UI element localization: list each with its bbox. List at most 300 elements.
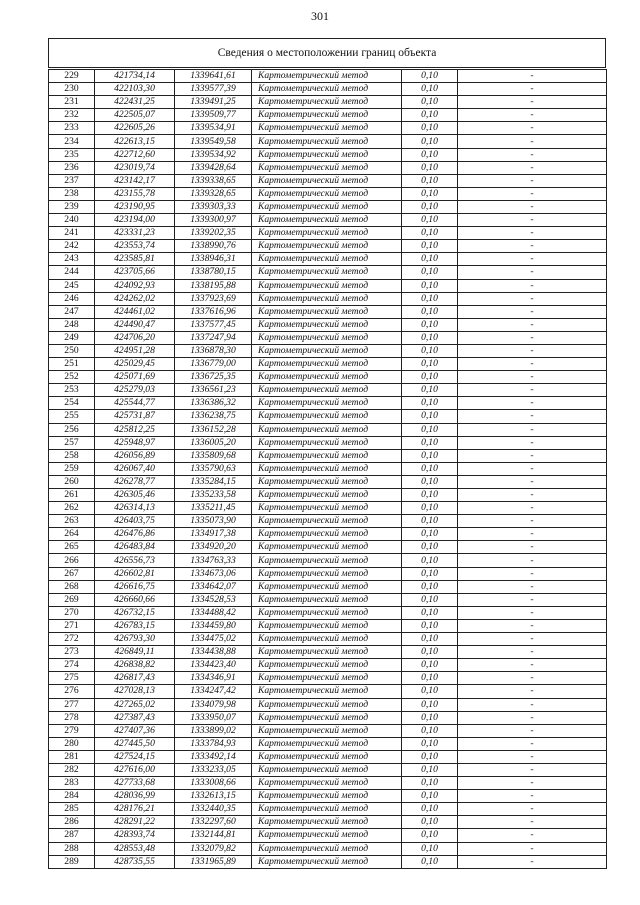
note-cell: - bbox=[458, 109, 607, 122]
x-coordinate-cell: 424461,02 bbox=[95, 305, 175, 318]
method-cell: Картометрический метод bbox=[252, 410, 402, 423]
x-coordinate-cell: 426476,86 bbox=[95, 528, 175, 541]
note-cell: - bbox=[458, 790, 607, 803]
x-coordinate-cell: 426660,66 bbox=[95, 593, 175, 606]
point-number-cell: 262 bbox=[49, 502, 95, 515]
accuracy-cell: 0,10 bbox=[402, 96, 458, 109]
method-cell: Картометрический метод bbox=[252, 763, 402, 776]
accuracy-cell: 0,10 bbox=[402, 423, 458, 436]
table-row bbox=[49, 711, 607, 724]
point-number-cell: 240 bbox=[49, 214, 95, 227]
note-cell: - bbox=[458, 161, 607, 174]
note-cell: - bbox=[458, 777, 607, 790]
x-coordinate-cell: 426732,15 bbox=[95, 606, 175, 619]
accuracy-cell: 0,10 bbox=[402, 358, 458, 371]
accuracy-cell: 0,10 bbox=[402, 554, 458, 567]
table-row bbox=[49, 541, 607, 554]
y-coordinate-cell: 1339300,97 bbox=[175, 214, 252, 227]
x-coordinate-cell: 422505,07 bbox=[95, 109, 175, 122]
y-coordinate-cell: 1337577,45 bbox=[175, 318, 252, 331]
point-number-cell: 239 bbox=[49, 200, 95, 213]
x-coordinate-cell: 425731,87 bbox=[95, 410, 175, 423]
table-row bbox=[49, 70, 607, 83]
table-row bbox=[49, 83, 607, 96]
accuracy-cell: 0,10 bbox=[402, 214, 458, 227]
point-number-cell: 242 bbox=[49, 240, 95, 253]
boundary-table-sheet bbox=[48, 38, 606, 869]
note-cell: - bbox=[458, 253, 607, 266]
point-number-cell: 282 bbox=[49, 763, 95, 776]
method-cell: Картометрический метод bbox=[252, 449, 402, 462]
table-row bbox=[49, 489, 607, 502]
note-cell: - bbox=[458, 698, 607, 711]
note-cell: - bbox=[458, 750, 607, 763]
table-row bbox=[49, 371, 607, 384]
method-cell: Картометрический метод bbox=[252, 528, 402, 541]
x-coordinate-cell: 427616,00 bbox=[95, 763, 175, 776]
x-coordinate-cell: 426793,30 bbox=[95, 633, 175, 646]
y-coordinate-cell: 1332613,15 bbox=[175, 790, 252, 803]
table-row bbox=[49, 593, 607, 606]
y-coordinate-cell: 1339577,39 bbox=[175, 83, 252, 96]
table-row bbox=[49, 685, 607, 698]
method-cell: Картометрический метод bbox=[252, 423, 402, 436]
table-row bbox=[49, 646, 607, 659]
method-cell: Картометрический метод bbox=[252, 593, 402, 606]
accuracy-cell: 0,10 bbox=[402, 305, 458, 318]
table-row bbox=[49, 619, 607, 632]
y-coordinate-cell: 1336878,30 bbox=[175, 344, 252, 357]
table-row bbox=[49, 174, 607, 187]
table-row bbox=[49, 763, 607, 776]
accuracy-cell: 0,10 bbox=[402, 109, 458, 122]
point-number-cell: 233 bbox=[49, 122, 95, 135]
accuracy-cell: 0,10 bbox=[402, 593, 458, 606]
method-cell: Картометрический метод bbox=[252, 790, 402, 803]
table-row bbox=[49, 528, 607, 541]
x-coordinate-cell: 423331,23 bbox=[95, 227, 175, 240]
accuracy-cell: 0,10 bbox=[402, 606, 458, 619]
y-coordinate-cell: 1336152,28 bbox=[175, 423, 252, 436]
table-row bbox=[49, 475, 607, 488]
x-coordinate-cell: 427265,02 bbox=[95, 698, 175, 711]
accuracy-cell: 0,10 bbox=[402, 580, 458, 593]
x-coordinate-cell: 425071,69 bbox=[95, 371, 175, 384]
accuracy-cell: 0,10 bbox=[402, 855, 458, 868]
accuracy-cell: 0,10 bbox=[402, 829, 458, 842]
y-coordinate-cell: 1332144,81 bbox=[175, 829, 252, 842]
x-coordinate-cell: 427733,68 bbox=[95, 777, 175, 790]
method-cell: Картометрический метод bbox=[252, 200, 402, 213]
note-cell: - bbox=[458, 489, 607, 502]
method-cell: Картометрический метод bbox=[252, 436, 402, 449]
point-number-cell: 250 bbox=[49, 344, 95, 357]
y-coordinate-cell: 1336725,35 bbox=[175, 371, 252, 384]
method-cell: Картометрический метод bbox=[252, 397, 402, 410]
method-cell: Картометрический метод bbox=[252, 777, 402, 790]
y-coordinate-cell: 1335809,68 bbox=[175, 449, 252, 462]
table-row bbox=[49, 384, 607, 397]
point-number-cell: 288 bbox=[49, 842, 95, 855]
accuracy-cell: 0,10 bbox=[402, 750, 458, 763]
x-coordinate-cell: 421734,14 bbox=[95, 70, 175, 83]
point-number-cell: 274 bbox=[49, 659, 95, 672]
accuracy-cell: 0,10 bbox=[402, 489, 458, 502]
y-coordinate-cell: 1334438,88 bbox=[175, 646, 252, 659]
note-cell: - bbox=[458, 724, 607, 737]
accuracy-cell: 0,10 bbox=[402, 449, 458, 462]
point-number-cell: 273 bbox=[49, 646, 95, 659]
point-number-cell: 232 bbox=[49, 109, 95, 122]
table-row bbox=[49, 750, 607, 763]
y-coordinate-cell: 1334346,91 bbox=[175, 672, 252, 685]
table-row bbox=[49, 161, 607, 174]
y-coordinate-cell: 1334642,07 bbox=[175, 580, 252, 593]
y-coordinate-cell: 1334459,80 bbox=[175, 619, 252, 632]
note-cell: - bbox=[458, 659, 607, 672]
y-coordinate-cell: 1338990,76 bbox=[175, 240, 252, 253]
accuracy-cell: 0,10 bbox=[402, 816, 458, 829]
table-row bbox=[49, 214, 607, 227]
method-cell: Картометрический метод bbox=[252, 135, 402, 148]
point-number-cell: 265 bbox=[49, 541, 95, 554]
y-coordinate-cell: 1334528,53 bbox=[175, 593, 252, 606]
method-cell: Картометрический метод bbox=[252, 371, 402, 384]
table-row bbox=[49, 436, 607, 449]
point-number-cell: 278 bbox=[49, 711, 95, 724]
method-cell: Картометрический метод bbox=[252, 318, 402, 331]
point-number-cell: 255 bbox=[49, 410, 95, 423]
note-cell: - bbox=[458, 685, 607, 698]
accuracy-cell: 0,10 bbox=[402, 646, 458, 659]
note-cell: - bbox=[458, 214, 607, 227]
point-number-cell: 252 bbox=[49, 371, 95, 384]
point-number-cell: 244 bbox=[49, 266, 95, 279]
y-coordinate-cell: 1336005,20 bbox=[175, 436, 252, 449]
point-number-cell: 289 bbox=[49, 855, 95, 868]
method-cell: Картометрический метод bbox=[252, 83, 402, 96]
table-title-text: Сведения о местоположении границ объекта bbox=[217, 47, 437, 59]
method-cell: Картометрический метод bbox=[252, 698, 402, 711]
x-coordinate-cell: 427445,50 bbox=[95, 737, 175, 750]
note-cell: - bbox=[458, 515, 607, 528]
point-number-cell: 269 bbox=[49, 593, 95, 606]
note-cell: - bbox=[458, 187, 607, 200]
x-coordinate-cell: 423142,17 bbox=[95, 174, 175, 187]
accuracy-cell: 0,10 bbox=[402, 528, 458, 541]
y-coordinate-cell: 1333950,07 bbox=[175, 711, 252, 724]
y-coordinate-cell: 1335284,15 bbox=[175, 475, 252, 488]
accuracy-cell: 0,10 bbox=[402, 475, 458, 488]
y-coordinate-cell: 1333899,02 bbox=[175, 724, 252, 737]
note-cell: - bbox=[458, 855, 607, 868]
method-cell: Картометрический метод bbox=[252, 344, 402, 357]
page-number: 301 bbox=[311, 9, 329, 23]
method-cell: Картометрический метод bbox=[252, 842, 402, 855]
table-row bbox=[49, 279, 607, 292]
point-number-cell: 272 bbox=[49, 633, 95, 646]
x-coordinate-cell: 428036,99 bbox=[95, 790, 175, 803]
accuracy-cell: 0,10 bbox=[402, 240, 458, 253]
note-cell: - bbox=[458, 240, 607, 253]
method-cell: Картометрический метод bbox=[252, 672, 402, 685]
note-cell: - bbox=[458, 711, 607, 724]
accuracy-cell: 0,10 bbox=[402, 633, 458, 646]
x-coordinate-cell: 425812,25 bbox=[95, 423, 175, 436]
table-row bbox=[49, 358, 607, 371]
point-number-cell: 236 bbox=[49, 161, 95, 174]
table-row bbox=[49, 606, 607, 619]
y-coordinate-cell: 1331965,89 bbox=[175, 855, 252, 868]
x-coordinate-cell: 426067,40 bbox=[95, 462, 175, 475]
accuracy-cell: 0,10 bbox=[402, 122, 458, 135]
point-number-cell: 268 bbox=[49, 580, 95, 593]
table-row bbox=[49, 344, 607, 357]
x-coordinate-cell: 422712,60 bbox=[95, 148, 175, 161]
table-title bbox=[48, 38, 606, 68]
point-number-cell: 264 bbox=[49, 528, 95, 541]
method-cell: Картометрический метод bbox=[252, 305, 402, 318]
note-cell: - bbox=[458, 763, 607, 776]
y-coordinate-cell: 1333233,05 bbox=[175, 763, 252, 776]
y-coordinate-cell: 1339549,58 bbox=[175, 135, 252, 148]
table-row bbox=[49, 842, 607, 855]
accuracy-cell: 0,10 bbox=[402, 737, 458, 750]
x-coordinate-cell: 424092,93 bbox=[95, 279, 175, 292]
point-number-cell: 285 bbox=[49, 803, 95, 816]
y-coordinate-cell: 1339534,92 bbox=[175, 148, 252, 161]
method-cell: Картометрический метод bbox=[252, 227, 402, 240]
method-cell: Картометрический метод bbox=[252, 253, 402, 266]
point-number-cell: 245 bbox=[49, 279, 95, 292]
y-coordinate-cell: 1337616,96 bbox=[175, 305, 252, 318]
y-coordinate-cell: 1339202,35 bbox=[175, 227, 252, 240]
note-cell: - bbox=[458, 829, 607, 842]
y-coordinate-cell: 1339641,61 bbox=[175, 70, 252, 83]
point-number-cell: 260 bbox=[49, 475, 95, 488]
table-row bbox=[49, 672, 607, 685]
point-number-cell: 238 bbox=[49, 187, 95, 200]
y-coordinate-cell: 1332079,82 bbox=[175, 842, 252, 855]
x-coordinate-cell: 426056,89 bbox=[95, 449, 175, 462]
method-cell: Картометрический метод bbox=[252, 240, 402, 253]
y-coordinate-cell: 1337247,94 bbox=[175, 331, 252, 344]
table-row bbox=[49, 567, 607, 580]
y-coordinate-cell: 1333008,66 bbox=[175, 777, 252, 790]
y-coordinate-cell: 1333784,93 bbox=[175, 737, 252, 750]
accuracy-cell: 0,10 bbox=[402, 724, 458, 737]
y-coordinate-cell: 1339509,77 bbox=[175, 109, 252, 122]
accuracy-cell: 0,10 bbox=[402, 698, 458, 711]
note-cell: - bbox=[458, 672, 607, 685]
accuracy-cell: 0,10 bbox=[402, 842, 458, 855]
note-cell: - bbox=[458, 410, 607, 423]
accuracy-cell: 0,10 bbox=[402, 541, 458, 554]
y-coordinate-cell: 1339338,65 bbox=[175, 174, 252, 187]
y-coordinate-cell: 1339428,64 bbox=[175, 161, 252, 174]
note-cell: - bbox=[458, 580, 607, 593]
method-cell: Картометрический метод bbox=[252, 174, 402, 187]
method-cell: Картометрический метод bbox=[252, 659, 402, 672]
table-row bbox=[49, 253, 607, 266]
x-coordinate-cell: 425029,45 bbox=[95, 358, 175, 371]
y-coordinate-cell: 1336238,75 bbox=[175, 410, 252, 423]
point-number-cell: 270 bbox=[49, 606, 95, 619]
y-coordinate-cell: 1337923,69 bbox=[175, 292, 252, 305]
y-coordinate-cell: 1339303,33 bbox=[175, 200, 252, 213]
table-row bbox=[49, 855, 607, 868]
x-coordinate-cell: 426838,82 bbox=[95, 659, 175, 672]
point-number-cell: 243 bbox=[49, 253, 95, 266]
y-coordinate-cell: 1334247,42 bbox=[175, 685, 252, 698]
note-cell: - bbox=[458, 541, 607, 554]
method-cell: Картометрический метод bbox=[252, 541, 402, 554]
method-cell: Картометрический метод bbox=[252, 331, 402, 344]
note-cell: - bbox=[458, 135, 607, 148]
x-coordinate-cell: 422613,15 bbox=[95, 135, 175, 148]
point-number-cell: 267 bbox=[49, 567, 95, 580]
method-cell: Картометрический метод bbox=[252, 161, 402, 174]
table-row bbox=[49, 737, 607, 750]
accuracy-cell: 0,10 bbox=[402, 397, 458, 410]
table-row bbox=[49, 292, 607, 305]
y-coordinate-cell: 1334917,38 bbox=[175, 528, 252, 541]
accuracy-cell: 0,10 bbox=[402, 685, 458, 698]
method-cell: Картометрический метод bbox=[252, 606, 402, 619]
y-coordinate-cell: 1336561,23 bbox=[175, 384, 252, 397]
note-cell: - bbox=[458, 475, 607, 488]
table-row bbox=[49, 554, 607, 567]
point-number-cell: 257 bbox=[49, 436, 95, 449]
table-row bbox=[49, 633, 607, 646]
note-cell: - bbox=[458, 606, 607, 619]
note-cell: - bbox=[458, 384, 607, 397]
x-coordinate-cell: 427524,15 bbox=[95, 750, 175, 763]
note-cell: - bbox=[458, 292, 607, 305]
accuracy-cell: 0,10 bbox=[402, 436, 458, 449]
accuracy-cell: 0,10 bbox=[402, 502, 458, 515]
method-cell: Картометрический метод bbox=[252, 737, 402, 750]
table-row bbox=[49, 423, 607, 436]
y-coordinate-cell: 1334079,98 bbox=[175, 698, 252, 711]
table-row bbox=[49, 331, 607, 344]
x-coordinate-cell: 426483,84 bbox=[95, 541, 175, 554]
x-coordinate-cell: 423705,66 bbox=[95, 266, 175, 279]
note-cell: - bbox=[458, 646, 607, 659]
accuracy-cell: 0,10 bbox=[402, 462, 458, 475]
x-coordinate-cell: 423019,74 bbox=[95, 161, 175, 174]
coordinates-table-body bbox=[49, 70, 607, 869]
y-coordinate-cell: 1335233,58 bbox=[175, 489, 252, 502]
point-number-cell: 277 bbox=[49, 698, 95, 711]
y-coordinate-cell: 1339328,65 bbox=[175, 187, 252, 200]
table-row bbox=[49, 148, 607, 161]
accuracy-cell: 0,10 bbox=[402, 266, 458, 279]
point-number-cell: 249 bbox=[49, 331, 95, 344]
point-number-cell: 248 bbox=[49, 318, 95, 331]
method-cell: Картометрический метод bbox=[252, 187, 402, 200]
point-number-cell: 247 bbox=[49, 305, 95, 318]
method-cell: Картометрический метод bbox=[252, 96, 402, 109]
note-cell: - bbox=[458, 436, 607, 449]
point-number-cell: 287 bbox=[49, 829, 95, 842]
table-row bbox=[49, 803, 607, 816]
note-cell: - bbox=[458, 174, 607, 187]
accuracy-cell: 0,10 bbox=[402, 227, 458, 240]
method-cell: Картометрический метод bbox=[252, 803, 402, 816]
note-cell: - bbox=[458, 70, 607, 83]
note-cell: - bbox=[458, 502, 607, 515]
y-coordinate-cell: 1332440,35 bbox=[175, 803, 252, 816]
accuracy-cell: 0,10 bbox=[402, 567, 458, 580]
accuracy-cell: 0,10 bbox=[402, 371, 458, 384]
accuracy-cell: 0,10 bbox=[402, 292, 458, 305]
table-row bbox=[49, 187, 607, 200]
x-coordinate-cell: 422103,30 bbox=[95, 83, 175, 96]
point-number-cell: 259 bbox=[49, 462, 95, 475]
x-coordinate-cell: 426616,75 bbox=[95, 580, 175, 593]
accuracy-cell: 0,10 bbox=[402, 318, 458, 331]
note-cell: - bbox=[458, 200, 607, 213]
accuracy-cell: 0,10 bbox=[402, 174, 458, 187]
x-coordinate-cell: 428176,21 bbox=[95, 803, 175, 816]
accuracy-cell: 0,10 bbox=[402, 672, 458, 685]
method-cell: Картометрический метод bbox=[252, 554, 402, 567]
point-number-cell: 256 bbox=[49, 423, 95, 436]
y-coordinate-cell: 1332297,60 bbox=[175, 816, 252, 829]
table-row bbox=[49, 109, 607, 122]
method-cell: Картометрический метод bbox=[252, 489, 402, 502]
accuracy-cell: 0,10 bbox=[402, 331, 458, 344]
table-row bbox=[49, 515, 607, 528]
table-row bbox=[49, 305, 607, 318]
y-coordinate-cell: 1336779,00 bbox=[175, 358, 252, 371]
table-row bbox=[49, 462, 607, 475]
y-coordinate-cell: 1334475,02 bbox=[175, 633, 252, 646]
method-cell: Картометрический метод bbox=[252, 829, 402, 842]
x-coordinate-cell: 427028,13 bbox=[95, 685, 175, 698]
method-cell: Картометрический метод bbox=[252, 462, 402, 475]
y-coordinate-cell: 1339534,91 bbox=[175, 122, 252, 135]
accuracy-cell: 0,10 bbox=[402, 70, 458, 83]
accuracy-cell: 0,10 bbox=[402, 279, 458, 292]
note-cell: - bbox=[458, 279, 607, 292]
accuracy-cell: 0,10 bbox=[402, 803, 458, 816]
method-cell: Картометрический метод bbox=[252, 384, 402, 397]
x-coordinate-cell: 426278,77 bbox=[95, 475, 175, 488]
method-cell: Картометрический метод bbox=[252, 266, 402, 279]
note-cell: - bbox=[458, 737, 607, 750]
note-cell: - bbox=[458, 122, 607, 135]
x-coordinate-cell: 425544,77 bbox=[95, 397, 175, 410]
point-number-cell: 280 bbox=[49, 737, 95, 750]
y-coordinate-cell: 1334423,40 bbox=[175, 659, 252, 672]
point-number-cell: 263 bbox=[49, 515, 95, 528]
method-cell: Картометрический метод bbox=[252, 567, 402, 580]
note-cell: - bbox=[458, 528, 607, 541]
method-cell: Картометрический метод bbox=[252, 580, 402, 593]
point-number-cell: 254 bbox=[49, 397, 95, 410]
table-row bbox=[49, 397, 607, 410]
table-row bbox=[49, 266, 607, 279]
point-number-cell: 229 bbox=[49, 70, 95, 83]
point-number-cell: 246 bbox=[49, 292, 95, 305]
table-row bbox=[49, 135, 607, 148]
note-cell: - bbox=[458, 462, 607, 475]
note-cell: - bbox=[458, 358, 607, 371]
table-row bbox=[49, 227, 607, 240]
method-cell: Картометрический метод bbox=[252, 515, 402, 528]
